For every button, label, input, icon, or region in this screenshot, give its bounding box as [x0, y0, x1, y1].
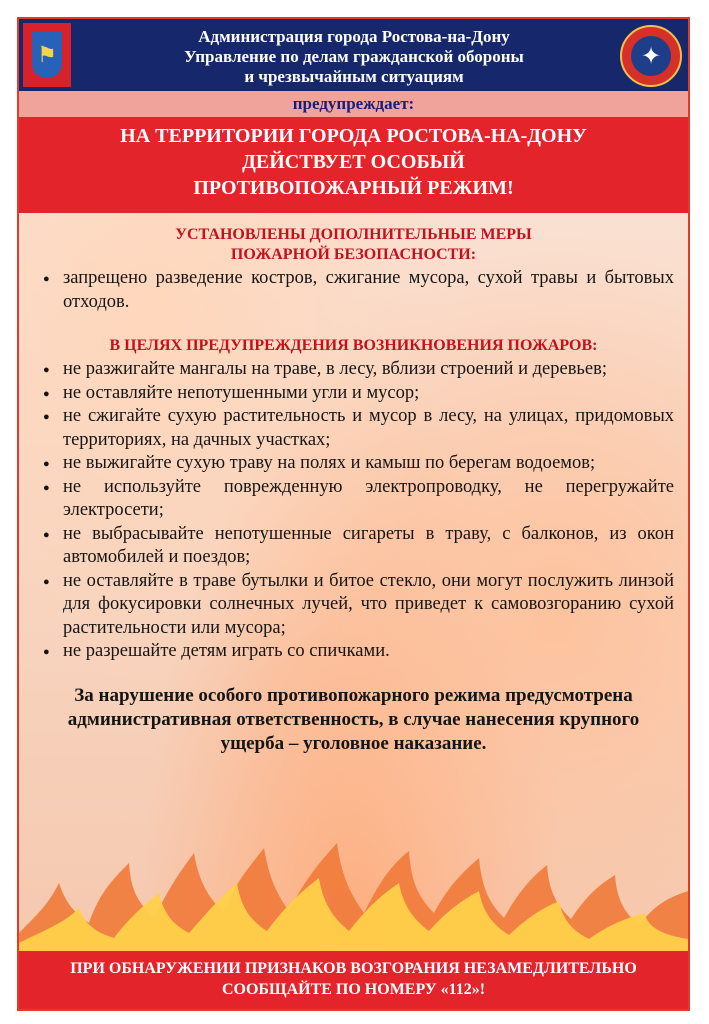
list-item: ● не оставляйте в траве бутылки и битое стекло, они могут послужить линзой для фокусировки солнечных лучей, что приведет к самовозгоранию сухой растительности или мусора; — [43, 570, 674, 641]
coat-emblem-shield: ⚑ — [32, 32, 62, 78]
section1-title-line-2: ПОЖАРНОЙ БЕЗОПАСНОСТИ: — [230, 246, 477, 263]
list-item: ● не разжигайте мангалы на траве, в лесу, вблизи строений и деревьев; — [43, 358, 674, 382]
section1-list — [19, 267, 688, 314]
main-title-line-2: ДЕЙСТВУЕТ ОСОБЫЙ — [242, 151, 465, 173]
emercom-emblem-icon — [620, 25, 682, 87]
bottom-call-banner — [19, 951, 688, 1009]
list-item: ● не выжигайте сухую траву на полях и камыш по берегам водоемов; — [43, 452, 674, 476]
poster-frame — [17, 17, 690, 1011]
header-line-1: Администрация города Ростова-на-Дону — [198, 27, 510, 46]
section1-title-line-1: УСТАНОВЛЕНЫ ДОПОЛНИТЕЛЬНЫЕ МЕРЫ — [175, 226, 532, 243]
main-title-line-3: ПРОТИВОПОЖАРНЫЙ РЕЖИМ! — [193, 177, 514, 199]
list-item: ● не оставляйте непотушенными угли и мусор; — [43, 382, 674, 406]
header-line-2: Управление по делам гражданской обороны — [184, 47, 524, 66]
list-item: ● не разрешайте детям играть со спичками. — [43, 640, 674, 664]
flames-decoration — [19, 843, 688, 953]
list-item: ● не сжигайте сухую растительность и мусор в лесу, на улицах, придомовых территориях, на дачных участках; — [43, 405, 674, 452]
list-item: ● не выбрасывайте непотушенные сигареты в траву, с балконов, из окон автомобилей и поездов; — [43, 523, 674, 570]
header-line-3: и чрезвычайным ситуациям — [244, 67, 464, 86]
list-item: ● запрещено разведение костров, сжигание мусора, сухой травы и бытовых отходов. — [43, 267, 674, 314]
main-title-line-1: НА ТЕРРИТОРИИ ГОРОДА РОСТОВА-НА-ДОНУ — [120, 125, 587, 147]
content — [19, 219, 688, 756]
header-banner — [19, 19, 688, 91]
section1-title — [19, 225, 688, 265]
list-item: ● не используйте поврежденную электропроводку, не перегружайте электросети; — [43, 476, 674, 523]
main-title-band — [19, 117, 688, 213]
header-text — [89, 27, 619, 87]
section2-title: В ЦЕЛЯХ ПРЕДУПРЕЖДЕНИЯ ВОЗНИКНОВЕНИЯ ПОЖАРОВ: — [109, 337, 598, 354]
bottom-line-2: СООБЩАЙТЕ ПО НОМЕРУ «112»! — [221, 981, 486, 998]
penalty-text: За нарушение особого противопожарного режима предусмотрена административная ответственность, в случае нанесения крупного ущерба – уголовное наказание. — [67, 684, 640, 754]
warns-label: предупреждает: — [19, 91, 688, 119]
bottom-line-1: ПРИ ОБНАРУЖЕНИИ ПРИЗНАКОВ ВОЗГОРАНИЯ НЕЗАМЕДЛИТЕЛЬНО — [70, 960, 637, 977]
section2-list — [19, 358, 688, 664]
emercom-star-icon: ✦ — [631, 36, 671, 76]
rostov-coat-of-arms-icon — [23, 23, 71, 87]
